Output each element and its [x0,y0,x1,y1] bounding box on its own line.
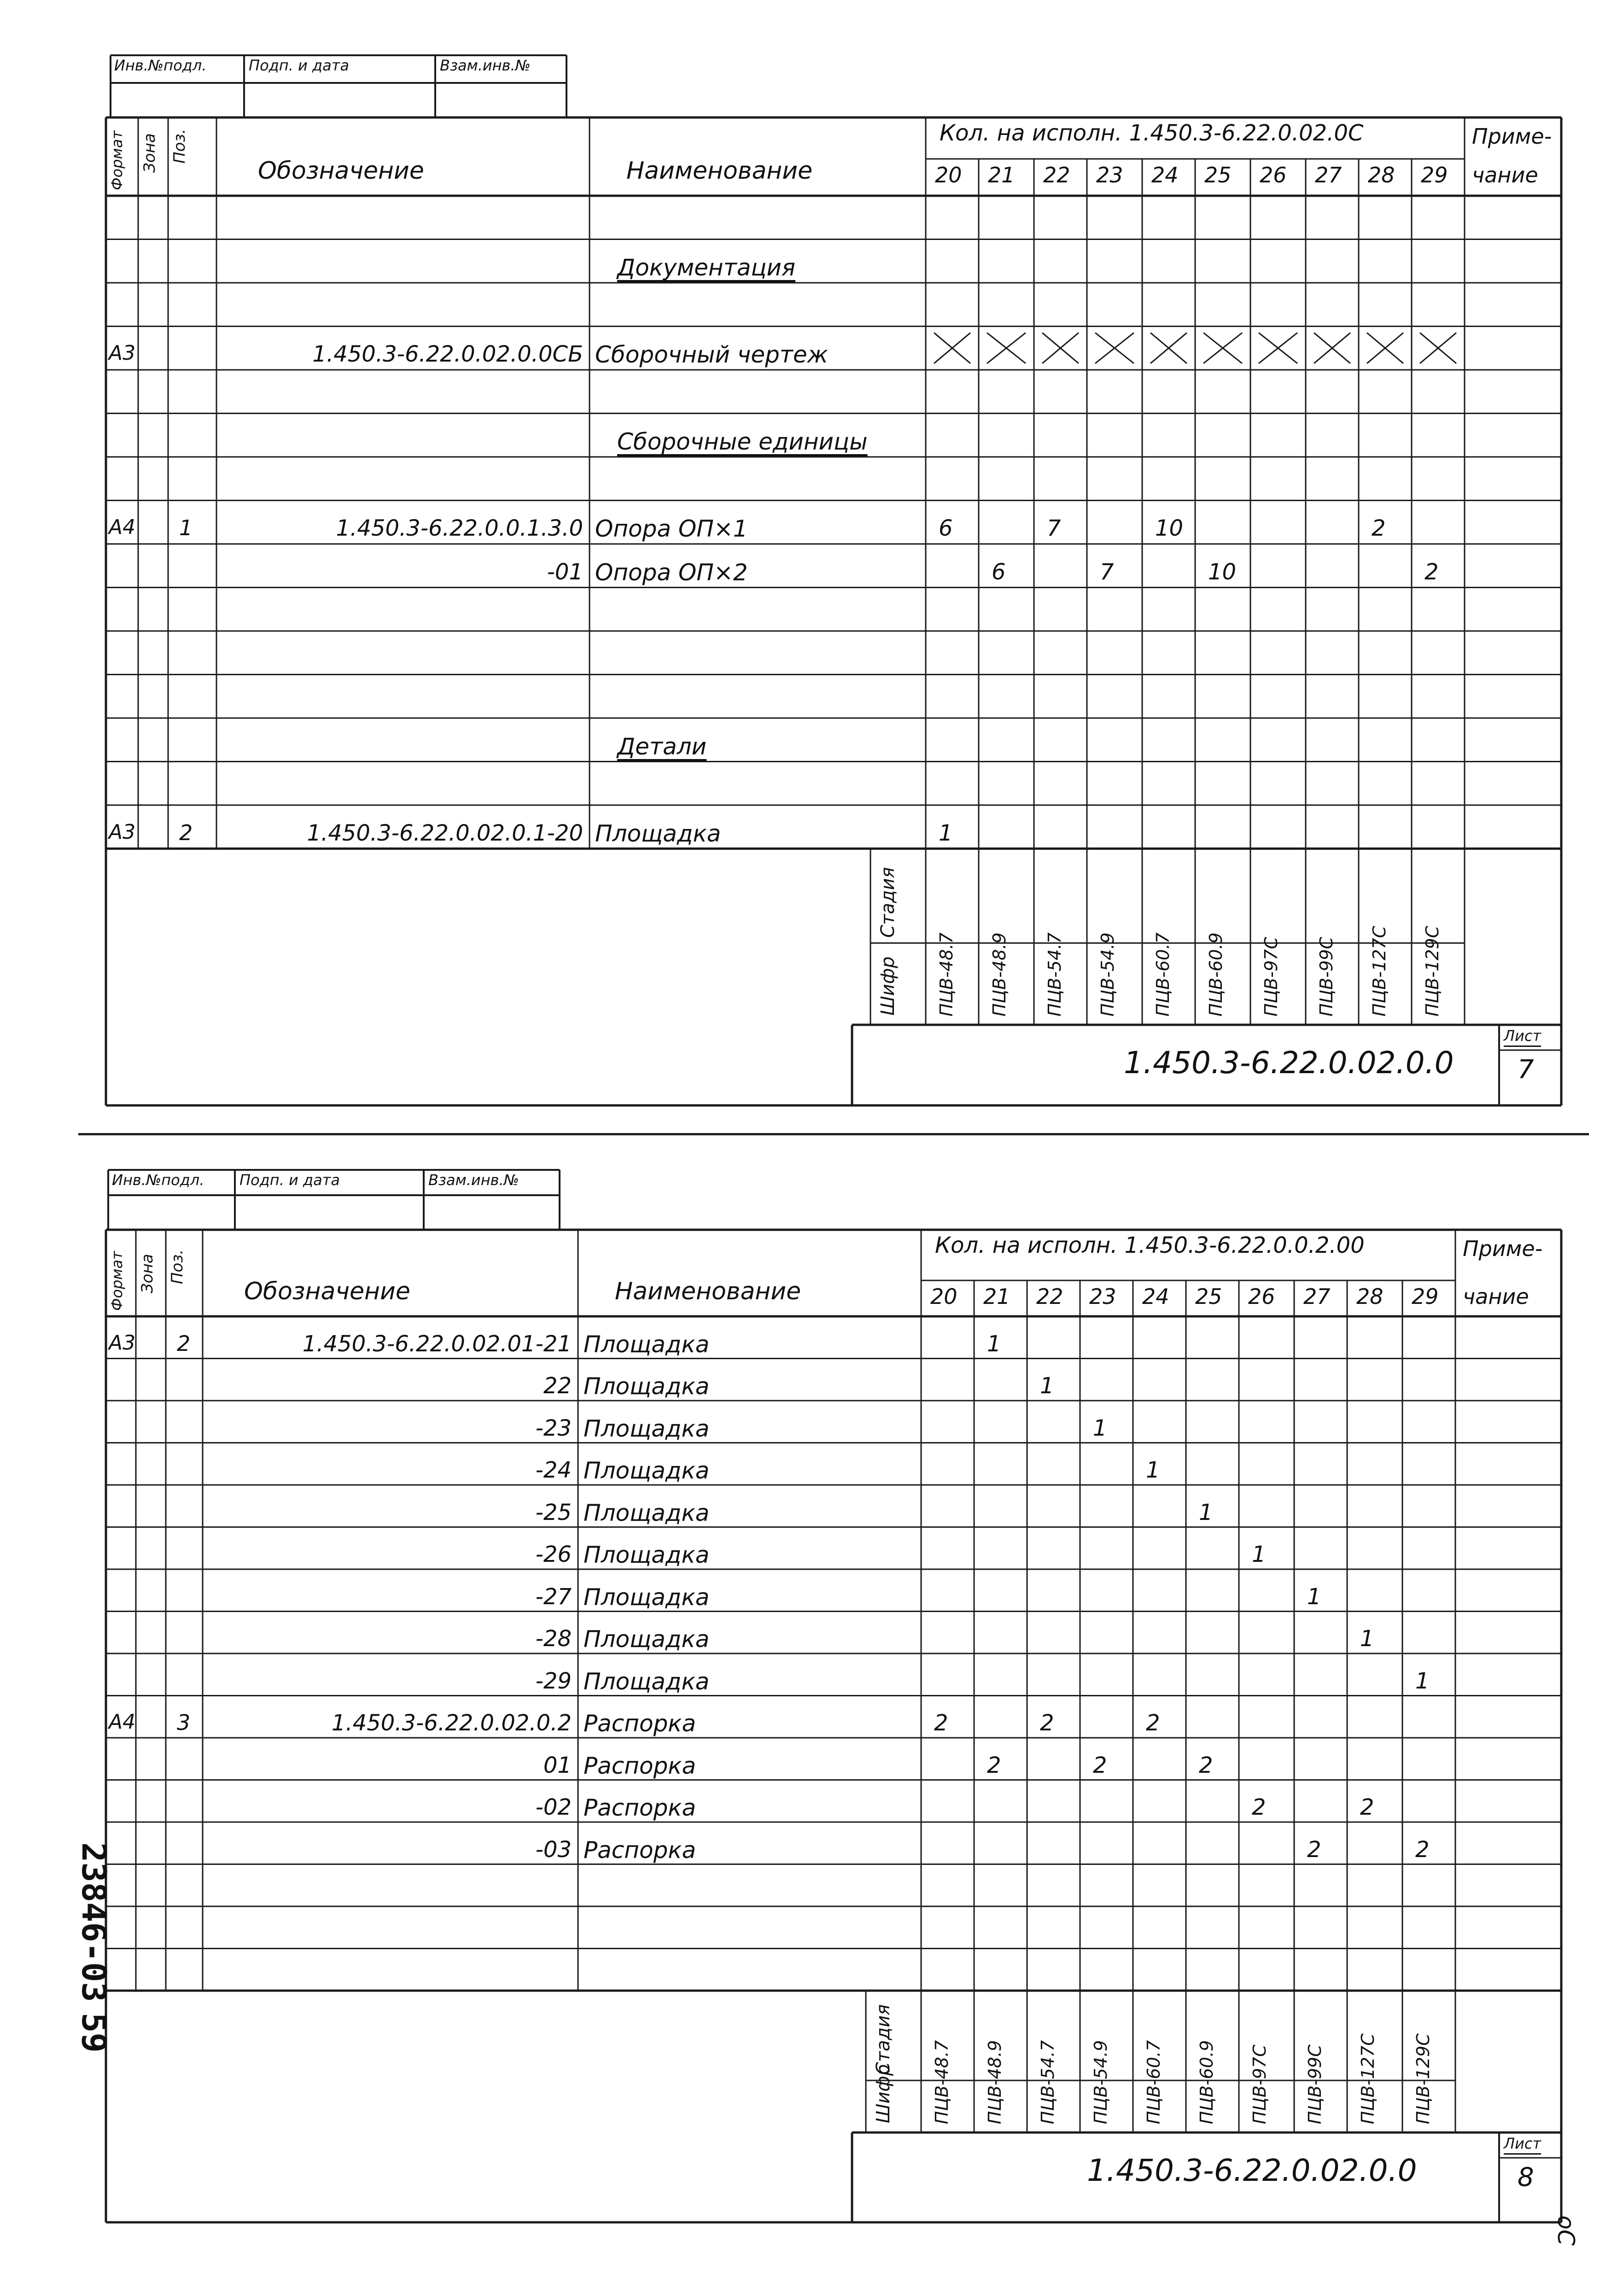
row-name: Площадка [584,1373,710,1400]
row-qty: 2 [1093,1752,1107,1778]
qty-col-0: 20 [935,163,962,187]
row-poz: 1 [179,515,193,540]
qty-col-8: 28 [1356,1284,1384,1309]
sheet-divider [78,1133,1589,1135]
qty-col-7: 27 [1303,1284,1331,1309]
list-label: Лист [1504,1027,1541,1045]
row-name: Опора ОП×1 [595,515,748,542]
code-9: ПЦВ-129С [1413,2033,1433,2124]
row-qty: 10 [1208,559,1237,585]
naimenovanie-header: Наименование [615,1278,801,1305]
qty-col-2: 22 [1036,1284,1063,1309]
row-designation: 1.450.3-6.22.0.02.0.1-20 [307,820,583,846]
row-designation: -02 [535,1794,572,1820]
podp-data-label: Подп. и дата [249,57,349,74]
oboznachenie-header: Обозначение [258,157,424,185]
row-designation: -03 [535,1836,572,1863]
row-qty: 1 [1146,1457,1160,1483]
qty-col-6: 26 [1248,1284,1275,1309]
row-designation: -29 [535,1668,572,1694]
code-6: ПЦВ-97С [1261,937,1281,1017]
shifr-label: Шифр [877,956,899,1016]
code-1: ПЦВ-48.9 [989,932,1010,1017]
row-qty: 2 [934,1710,948,1736]
row-qty: 1 [1307,1583,1321,1610]
row-qty: 10 [1155,515,1184,541]
code-2: ПЦВ-54.7 [1038,2040,1058,2124]
row-qty: 2 [1307,1836,1321,1863]
row-designation: -26 [535,1542,572,1567]
row-qty: 2 [1146,1710,1160,1736]
section-heading: Документация [617,254,795,281]
code-5: ПЦВ-60.9 [1197,2040,1217,2124]
row-poz: 2 [177,1331,191,1356]
format-header: Формат [108,130,126,190]
sheet-8 [0,1142,1623,2296]
format-header: Формат [108,1251,126,1311]
qty-col-5: 25 [1195,1284,1222,1309]
row-qty: 1 [1040,1373,1054,1399]
row-qty: 1 [939,820,953,846]
row-qty: 7 [1100,559,1114,585]
row-designation: 22 [543,1373,572,1399]
row-format: А4 [109,1710,136,1734]
qty-col-1: 21 [983,1284,1010,1309]
row-format: А4 [109,515,136,539]
code-8: ПЦВ-127С [1358,2033,1378,2124]
row-name: Площадка [584,1542,710,1568]
row-qty: 2 [1040,1710,1054,1736]
row-qty: 1 [1415,1668,1430,1694]
row-qty: 1 [1360,1626,1374,1652]
row-qty: 2 [1360,1794,1374,1820]
row-name: Площадка [584,1415,710,1442]
primechanie-header-1: Приме- [1472,124,1552,149]
row-qty: 1 [1252,1542,1266,1567]
row-qty: 2 [1252,1794,1266,1820]
row-name: Распорка [584,1836,696,1864]
qty-col-9: 29 [1421,163,1448,187]
row-designation: 1.450.3-6.22.0.02.0.2 [331,1710,572,1736]
row-qty: 1 [987,1331,1001,1357]
archive-page: 59 [75,2013,113,2053]
row-poz: 2 [179,820,193,845]
row-qty: 2 [1415,1836,1430,1863]
primechanie-header-1: Приме- [1463,1236,1543,1261]
row-name: Сборочный чертеж [595,341,828,368]
stadia-label: Стадия [877,867,899,938]
inv-podl-label: Инв.№подл. [112,1171,204,1189]
row-qty: 6 [939,515,953,541]
row-qty: 1 [1199,1499,1213,1525]
row-name: Опора ОП×2 [595,559,748,586]
poz-header: Поз. [170,129,189,164]
oboznachenie-header: Обозначение [244,1278,410,1305]
sheet-8-grid [0,1142,1623,2296]
archive-number: 23846-03 [75,1842,113,2002]
code-8: ПЦВ-127С [1369,926,1389,1017]
qty-col-3: 23 [1096,163,1123,187]
row-poz: 3 [177,1710,191,1735]
row-qty: 2 [987,1752,1001,1778]
row-name: Площадка [584,1457,710,1484]
qty-col-9: 29 [1412,1284,1439,1309]
row-format: А3 [109,341,136,365]
row-designation: -23 [535,1415,572,1441]
row-qty: 2 [1199,1752,1213,1778]
section-heading: Детали [617,733,707,760]
shifr-label: Шифр [873,2064,894,2123]
row-name: Распорка [584,1752,696,1779]
zona-header: Зона [140,133,159,173]
qty-col-5: 25 [1204,163,1232,187]
code-0: ПЦВ-48.7 [936,932,957,1017]
row-designation: -25 [535,1499,572,1525]
list-number: 8 [1518,2162,1534,2192]
list-label: Лист [1504,2135,1541,2152]
row-qty: 2 [1425,559,1439,585]
stadia-label: Стадия [873,2004,894,2075]
corner-mark: оС [1553,2215,1579,2246]
code-7: ПЦВ-99С [1316,937,1337,1017]
qty-col-2: 22 [1043,163,1070,187]
qty-col-8: 28 [1368,163,1395,187]
row-qty: 6 [992,559,1006,585]
row-designation: 1.450.3-6.22.0.02.0.0СБ [312,341,583,367]
row-designation: -24 [535,1457,572,1483]
row-qty: 2 [1372,515,1386,541]
zona-header: Зона [138,1254,157,1293]
inv-podl-label: Инв.№подл. [114,57,207,74]
code-0: ПЦВ-48.7 [932,2040,952,2124]
sheet-7 [0,0,1623,1128]
row-designation: -27 [535,1583,572,1610]
qty-col-4: 24 [1142,1284,1169,1309]
row-format: А3 [109,820,136,844]
qty-col-1: 21 [988,163,1015,187]
podp-data-label: Подп. и дата [239,1171,340,1189]
row-name: Площадка [584,1668,710,1695]
row-designation: -01 [547,559,583,585]
poz-header: Поз. [168,1249,187,1284]
row-name: Площадка [595,820,721,847]
naimenovanie-header: Наименование [626,157,813,185]
qty-col-7: 27 [1315,163,1342,187]
code-6: ПЦВ-97С [1249,2045,1270,2124]
kol-title-header: Кол. на исполн. 1.450.3-6.22.0.0.2.00 [935,1233,1365,1258]
row-name: Площадка [584,1499,710,1526]
row-qty: 7 [1047,515,1061,541]
code-3: ПЦВ-54.9 [1098,932,1118,1017]
row-format: А3 [109,1331,136,1355]
code-1: ПЦВ-48.9 [985,2040,1005,2124]
row-name: Площадка [584,1331,710,1358]
qty-col-0: 20 [930,1284,957,1309]
row-name: Распорка [584,1710,696,1737]
qty-col-3: 23 [1089,1284,1116,1309]
code-5: ПЦВ-60.9 [1206,932,1226,1017]
row-designation: 01 [543,1752,572,1778]
doc-number: 1.450.3-6.22.0.02.0.0 [1087,2153,1417,2188]
row-designation: -28 [535,1626,572,1652]
kol-title-header: Кол. на исполн. 1.450.3-6.22.0.02.0С [940,120,1364,146]
code-9: ПЦВ-129С [1422,926,1442,1017]
row-qty: 1 [1093,1415,1107,1441]
row-name: Площадка [584,1583,710,1611]
vzam-inv-label: Взам.инв.№ [440,57,531,74]
code-4: ПЦВ-60.7 [1144,2040,1164,2124]
code-2: ПЦВ-54.7 [1045,932,1065,1017]
primechanie-header-2: чание [1463,1284,1529,1309]
code-7: ПЦВ-99С [1305,2045,1325,2124]
list-number: 7 [1518,1055,1534,1085]
vzam-inv-label: Взам.инв.№ [428,1171,519,1189]
row-name: Распорка [584,1794,696,1821]
qty-col-4: 24 [1151,163,1179,187]
doc-number: 1.450.3-6.22.0.02.0.0 [1124,1045,1454,1081]
row-name: Площадка [584,1626,710,1653]
primechanie-header-2: чание [1472,163,1538,187]
section-heading: Сборочные единицы [617,428,868,455]
code-4: ПЦВ-60.7 [1153,932,1173,1017]
row-designation: 1.450.3-6.22.0.02.01-21 [302,1331,572,1357]
row-designation: 1.450.3-6.22.0.0.1.3.0 [336,515,583,541]
code-3: ПЦВ-54.9 [1091,2040,1111,2124]
qty-col-6: 26 [1260,163,1287,187]
